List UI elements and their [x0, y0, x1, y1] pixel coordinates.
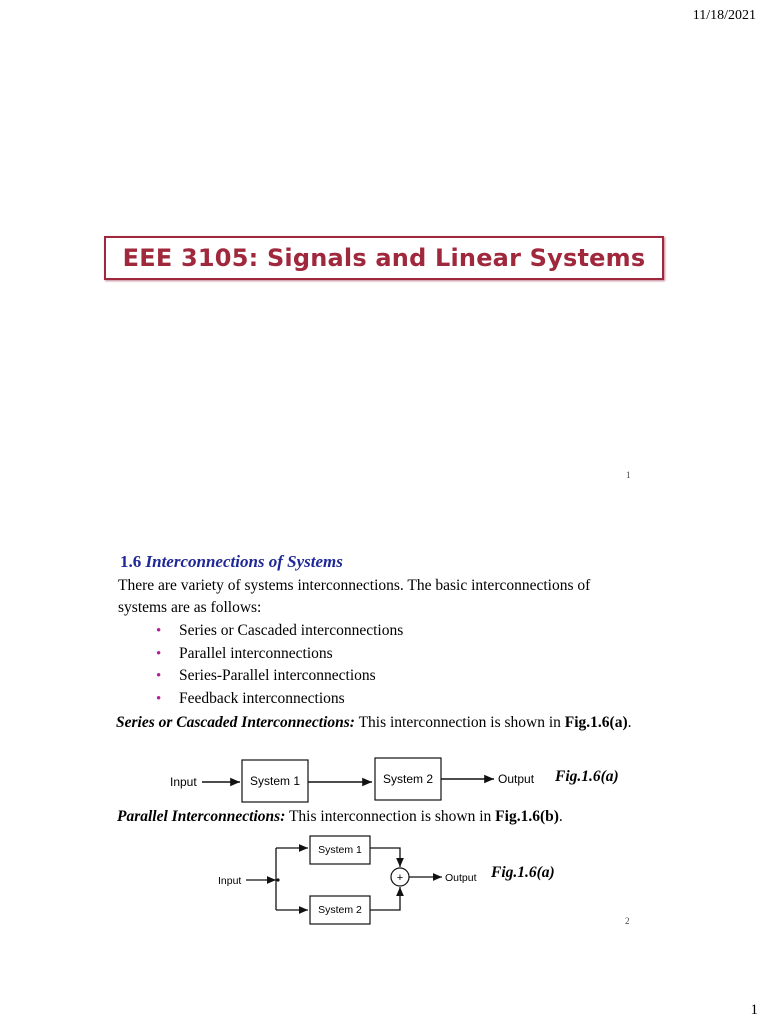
- page-number: 1: [750, 1002, 758, 1018]
- series-paragraph: [116, 712, 642, 734]
- slide-title: EEE 3105: Signals and Linear Systems: [122, 244, 646, 272]
- series-fig-ref: Fig.1.6(a): [564, 714, 628, 731]
- title-box: [104, 236, 664, 280]
- print-date: 11/18/2021: [692, 8, 756, 23]
- list-item-text: Parallel interconnections: [179, 644, 333, 662]
- list-item-text: Series-Parallel interconnections: [179, 667, 376, 684]
- parallel-paragraph: [117, 806, 563, 828]
- list-item: [156, 620, 403, 643]
- interconnection-list: [156, 620, 403, 710]
- list-item-text: Series or Cascaded interconnections: [179, 622, 404, 639]
- parallel-end: .: [558, 808, 563, 825]
- parallel-diagram: [210, 832, 490, 932]
- intro-paragraph: There are variety of systems interconnections. The basic interconnections of systems are as follows:: [118, 577, 591, 616]
- series-end: .: [627, 714, 632, 731]
- series-text: This interconnection is shown in: [354, 714, 565, 731]
- list-item: [156, 665, 403, 688]
- section-title: Interconnections of Systems: [145, 552, 343, 571]
- slide-1-number: 1: [626, 470, 631, 480]
- list-item-text: Feedback interconnections: [179, 689, 345, 707]
- series-input-label: Input: [170, 775, 197, 789]
- lower-merge-arrow: [370, 887, 400, 910]
- section-number: 1.6: [120, 552, 142, 571]
- parallel-input-label: Input: [218, 875, 242, 887]
- series-system1-label: System 1: [249, 774, 301, 788]
- bullet-icon: •: [156, 668, 162, 684]
- section-heading: [120, 552, 343, 572]
- series-lead: Series or Cascaded Interconnections:: [116, 714, 355, 731]
- upper-merge-arrow: [370, 848, 400, 867]
- fig-a-caption: Fig.1.6(a): [555, 768, 619, 785]
- fig-b-caption: Fig.1.6(a): [491, 864, 555, 881]
- list-item: [156, 643, 403, 666]
- split-node: [276, 878, 279, 881]
- list-item: [156, 688, 403, 711]
- bullet-icon: •: [156, 623, 162, 639]
- parallel-fig-ref: Fig.1.6(b): [495, 808, 559, 825]
- parallel-lead: Parallel Interconnections:: [117, 808, 286, 825]
- series-output-label: Output: [498, 772, 535, 786]
- slide-2-number: 2: [625, 916, 630, 926]
- bullet-icon: •: [156, 645, 162, 662]
- parallel-text: This interconnection is shown in: [285, 808, 496, 825]
- sum-sign: +: [396, 872, 404, 884]
- parallel-system2-label: System 2: [318, 904, 362, 916]
- bullet-icon: •: [156, 690, 162, 707]
- parallel-output-label: Output: [445, 872, 477, 884]
- parallel-system1-label: System 1: [318, 844, 362, 856]
- series-system2-label: System 2: [382, 772, 434, 786]
- series-diagram: [160, 752, 550, 808]
